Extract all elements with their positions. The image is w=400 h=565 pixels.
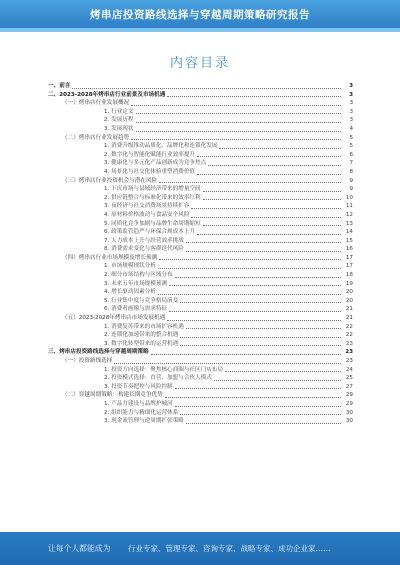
toc-entry-text: 8. 消费需求变化与客群迭代风险 bbox=[104, 246, 184, 253]
toc-entry-text: 1. 投资方向选择：聚焦核心商圈与社区门店布局 bbox=[104, 366, 223, 373]
toc-leader-dots bbox=[191, 217, 341, 218]
toc-entry-text: 1. 下沉市场与县域经济带来的增量空间 bbox=[104, 186, 201, 193]
header-divider bbox=[0, 28, 400, 32]
toc-page-number: 21 bbox=[345, 315, 353, 322]
toc-entry-text: 1. 行业定义 bbox=[104, 108, 134, 115]
toc-page-number: 8 bbox=[349, 168, 353, 175]
toc-leader-dots bbox=[197, 174, 341, 175]
toc-page-number: 30 bbox=[345, 409, 353, 416]
toc-entry-text: 三、烤串店投资路线选择与穿越周期策略 bbox=[48, 349, 149, 356]
toc-page-number: 3 bbox=[349, 91, 353, 98]
toc-page-number: 7 bbox=[349, 160, 353, 167]
toc-page-number: 21 bbox=[345, 306, 353, 313]
toc-entry-text: （三）烤串店行业投资机会与潜在风险 bbox=[62, 177, 158, 184]
toc-entry-text: 3. 投资节奏把控与风险控制 bbox=[104, 383, 173, 390]
toc-entry[interactable] bbox=[48, 297, 353, 306]
toc-leader-dots bbox=[159, 182, 341, 183]
toc-page-number: 9 bbox=[349, 177, 353, 184]
toc-leader-dots bbox=[214, 380, 341, 381]
toc-leader-dots bbox=[169, 311, 341, 312]
toc-page-number: 10 bbox=[345, 194, 353, 201]
toc-entry-text: （一）投资路线选择 bbox=[62, 358, 113, 364]
toc-entry-text: 6. 政策监管趋严与环保合规成本上升 bbox=[104, 229, 196, 236]
toc-entry-text: 5. 行业集中度与竞争格局演变 bbox=[104, 297, 179, 304]
toc-entry[interactable] bbox=[48, 254, 353, 263]
toc-page-number: 17 bbox=[345, 263, 353, 270]
report-header bbox=[0, 0, 400, 28]
toc-page-number: 20 bbox=[345, 297, 353, 304]
toc-page-number: 9 bbox=[349, 186, 353, 193]
toc-leader-dots bbox=[136, 122, 342, 123]
toc-leader-dots bbox=[131, 139, 341, 140]
toc-entry-text: 2. 发展历程 bbox=[104, 117, 134, 124]
toc-entry-text: 一、前言 bbox=[48, 83, 71, 89]
toc-entry-text: 2. 数字化与智能化赋能行业效率提升 bbox=[104, 151, 196, 158]
toc-page-number: 18 bbox=[345, 272, 353, 279]
toc-page-number: 14 bbox=[345, 229, 353, 236]
toc-entry[interactable] bbox=[48, 262, 353, 271]
toc-entry-text: 4. 原材料价格波动与食品安全风险 bbox=[104, 211, 190, 218]
toc-entry-text: 1. 消费升级推动品质化、品牌化和连锁化发展 bbox=[104, 143, 218, 150]
toc-page-number: 23 bbox=[345, 349, 353, 356]
toc-leader-dots bbox=[197, 234, 341, 235]
toc-entry-text: （五）2023-2028年烤串店市场发展机遇 bbox=[62, 315, 166, 322]
toc-page-number: 3 bbox=[349, 108, 353, 115]
toc-page-number: 24 bbox=[345, 366, 353, 373]
toc-leader-dots bbox=[203, 225, 341, 226]
toc-page-number: 3 bbox=[349, 83, 353, 89]
toc-entry-text: 3. 发展现状 bbox=[104, 125, 134, 132]
toc-entry-text: （二）烤串店行业发展趋势 bbox=[62, 134, 130, 141]
toc-entry[interactable] bbox=[48, 177, 353, 186]
toc-entry[interactable] bbox=[48, 211, 353, 220]
toc-entry[interactable] bbox=[48, 305, 353, 314]
toc-page-number: 3 bbox=[349, 100, 353, 107]
toc-leader-dots bbox=[158, 268, 341, 269]
footer-slogan: 让每个人都能成为 bbox=[48, 544, 111, 553]
toc-leader-dots bbox=[175, 406, 341, 407]
toc-entry-text: 3. 夜经济与社交消费场景持续扩容 bbox=[104, 203, 190, 210]
toc-entry[interactable] bbox=[48, 374, 353, 383]
toc-leader-dots bbox=[197, 156, 341, 157]
toc-leader-dots bbox=[180, 302, 341, 303]
toc-entry-text: 7. 人力成本上升与经营效率挑战 bbox=[104, 237, 184, 244]
footer-banner bbox=[0, 532, 400, 565]
toc-leader-dots bbox=[159, 259, 341, 260]
toc-page-number: 27 bbox=[345, 383, 353, 390]
toc-leader-dots bbox=[136, 113, 342, 114]
toc-leader-dots bbox=[72, 88, 341, 89]
toc-entry-text: 3. 数字化转型带来的运营机遇 bbox=[104, 340, 179, 347]
toc-leader-dots bbox=[175, 277, 341, 278]
toc-entry-text: （四）烤串店行业市场规模及增长预测 bbox=[62, 254, 158, 261]
toc-leader-dots bbox=[180, 345, 341, 346]
toc-entry[interactable] bbox=[48, 340, 353, 349]
toc-leader-dots bbox=[167, 320, 341, 321]
toc-entry-text: 3. 现金流管理与逆周期扩张策略 bbox=[104, 418, 184, 425]
toc-entry[interactable] bbox=[48, 185, 353, 194]
toc-entry[interactable] bbox=[48, 417, 353, 426]
toc-leader-dots bbox=[114, 363, 341, 364]
toc-page-number: 25 bbox=[345, 375, 353, 382]
toc-leader-dots bbox=[180, 414, 341, 415]
toc-leader-dots bbox=[151, 354, 341, 355]
toc-page-number: 19 bbox=[345, 280, 353, 287]
toc-page-number: 17 bbox=[345, 254, 353, 261]
toc-leader-dots bbox=[131, 105, 341, 106]
toc-page-number: 20 bbox=[345, 289, 353, 296]
toc-entry[interactable] bbox=[48, 82, 353, 91]
toc-entry[interactable] bbox=[48, 159, 353, 168]
toc-entry[interactable] bbox=[48, 220, 353, 229]
toc-leader-dots bbox=[186, 242, 341, 243]
toc-entry-text: 5. 同质化竞争加剧与品牌生命周期缩短 bbox=[104, 220, 201, 227]
toc-entry[interactable] bbox=[48, 348, 353, 357]
toc-page-number: 5 bbox=[349, 134, 353, 141]
toc-entry[interactable] bbox=[48, 228, 353, 237]
toc-entry[interactable] bbox=[48, 331, 353, 340]
toc-entry[interactable] bbox=[48, 391, 353, 400]
toc-leader-dots bbox=[167, 96, 341, 97]
toc-entry[interactable] bbox=[48, 357, 353, 366]
toc-entry-text: 2. 供应链整合与标准化带来的效率红利 bbox=[104, 194, 201, 201]
toc-entry-text: 6. 消费者画像与需求特征 bbox=[104, 306, 168, 313]
toc-leader-dots bbox=[219, 148, 341, 149]
toc-page-number: 23 bbox=[345, 340, 353, 347]
toc-entry-text: 1. 产品力建设与品牌护城河 bbox=[104, 400, 173, 407]
toc-entry[interactable] bbox=[48, 288, 353, 297]
toc-entry-text: （二）穿越周期策略：构建长期竞争优势 bbox=[62, 392, 163, 399]
toc-entry-text: 1. 市场规模现状分析 bbox=[104, 263, 156, 270]
toc-entry-text: 1. 消费复苏带来的市场扩容机遇 bbox=[104, 323, 184, 330]
toc-entry[interactable] bbox=[48, 125, 353, 134]
toc-page-number: 13 bbox=[345, 220, 353, 227]
toc-entry-text: 3. 健康化与多元化产品创新成为竞争焦点 bbox=[104, 160, 207, 167]
table-of-contents bbox=[48, 82, 353, 426]
toc-leader-dots bbox=[208, 165, 341, 166]
toc-entry-text: 3. 未来五年市场规模预测 bbox=[104, 280, 168, 287]
toc-entry[interactable] bbox=[48, 237, 353, 246]
toc-leader-dots bbox=[136, 131, 342, 132]
toc-page-number: 11 bbox=[345, 203, 353, 210]
toc-leader-dots bbox=[186, 328, 341, 329]
toc-leader-dots bbox=[158, 294, 341, 295]
toc-page-number: 6 bbox=[349, 151, 353, 158]
footer-tagline: 行业专家、管理专家、咨询专家、战略专家、成功企业家…… bbox=[128, 544, 331, 553]
toc-entry[interactable] bbox=[48, 280, 353, 289]
toc-page-number: 29 bbox=[345, 400, 353, 407]
toc-page-number: 16 bbox=[345, 246, 353, 253]
toc-entry[interactable] bbox=[48, 91, 353, 100]
toc-entry-text: （一）烤串店行业发展概况 bbox=[62, 100, 130, 107]
toc-entry[interactable] bbox=[48, 383, 353, 392]
toc-entry-text: 2. 连锁化加速带来的整合机遇 bbox=[104, 332, 179, 339]
toc-leader-dots bbox=[203, 199, 341, 200]
toc-entry-text: 2. 投资模式选择：直营、加盟与合伙人模式 bbox=[104, 375, 212, 382]
toc-page-number: 22 bbox=[345, 323, 353, 330]
toc-page-number: 23 bbox=[345, 358, 353, 364]
toc-page-number: 29 bbox=[345, 392, 353, 399]
toc-entry[interactable] bbox=[48, 271, 353, 280]
toc-title: 内容目录 bbox=[169, 56, 230, 71]
toc-leader-dots bbox=[191, 208, 341, 209]
toc-entry-text: 二、2023-2028年烤串店行业前景及市场机遇 bbox=[48, 91, 166, 98]
toc-leader-dots bbox=[180, 337, 341, 338]
toc-leader-dots bbox=[186, 423, 341, 424]
toc-leader-dots bbox=[169, 285, 341, 286]
toc-entry[interactable] bbox=[48, 151, 353, 160]
toc-page-number: 12 bbox=[345, 211, 353, 218]
toc-entry[interactable] bbox=[48, 314, 353, 323]
toc-leader-dots bbox=[175, 388, 341, 389]
toc-entry[interactable] bbox=[48, 108, 353, 117]
toc-page-number: 3 bbox=[349, 117, 353, 124]
toc-leader-dots bbox=[225, 371, 341, 372]
report-title: 烤串店投资路线选择与穿越周期策略研究报告 bbox=[90, 8, 310, 21]
toc-page-number: 5 bbox=[349, 143, 353, 150]
toc-entry-text: 4. 增长驱动因素分析 bbox=[104, 289, 156, 296]
toc-entry[interactable] bbox=[48, 134, 353, 143]
toc-entry[interactable] bbox=[48, 194, 353, 203]
toc-page-number: 22 bbox=[345, 332, 353, 339]
toc-entry-text: 4. 场景化与社交化体验重塑消费价值 bbox=[104, 168, 196, 175]
toc-page-number: 15 bbox=[345, 237, 353, 244]
toc-leader-dots bbox=[186, 251, 341, 252]
toc-entry[interactable] bbox=[48, 202, 353, 211]
toc-entry[interactable] bbox=[48, 409, 353, 418]
toc-page-number: 30 bbox=[345, 418, 353, 425]
toc-entry[interactable] bbox=[48, 366, 353, 375]
toc-entry[interactable] bbox=[48, 168, 353, 177]
toc-entry[interactable] bbox=[48, 400, 353, 409]
toc-leader-dots bbox=[203, 191, 341, 192]
toc-entry-text: 2. 细分市场结构与区域分布 bbox=[104, 272, 173, 279]
toc-entry[interactable] bbox=[48, 245, 353, 254]
toc-entry[interactable] bbox=[48, 142, 353, 151]
toc-entry-text: 2. 组织能力与精细化运营体系 bbox=[104, 409, 179, 416]
toc-entry[interactable] bbox=[48, 99, 353, 108]
toc-entry[interactable] bbox=[48, 116, 353, 125]
toc-leader-dots bbox=[165, 397, 341, 398]
toc-entry[interactable] bbox=[48, 323, 353, 332]
toc-page-number: 4 bbox=[349, 125, 353, 132]
